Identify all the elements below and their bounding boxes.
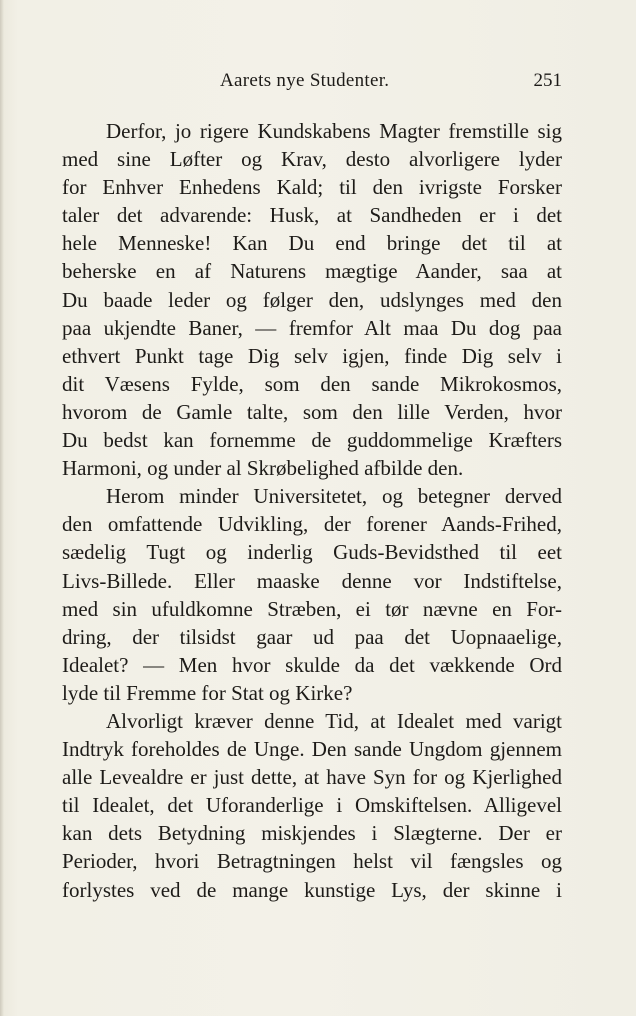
text-line: Perioder, hvori Betragtningen helst vil fængsles og xyxy=(62,849,562,874)
text-line: Indtryk foreholdes de Unge. Den sande Ungdom gjennem xyxy=(62,737,562,762)
page-header xyxy=(62,70,562,96)
text-line: hele Menneske! Kan Du end bringe det til at xyxy=(62,231,562,256)
text-line: Harmoni, og under al Skrøbelighed afbilde den. xyxy=(62,456,464,481)
text-line: kan dets Betydning miskjendes i Slægterne. Der er xyxy=(62,821,562,846)
running-title: Aarets nye Studenter. xyxy=(220,70,390,91)
text-line: ethvert Punkt tage Dig selv igjen, finde Dig selv i xyxy=(62,343,562,368)
text-line: til Idealet, det Uforanderlige i Omskiftelsen. Alligevel xyxy=(62,793,562,818)
text-line: for Enhver Enhedens Kald; til den ivrigste Forsker xyxy=(62,175,562,200)
text-line: Livs-Billede. Eller maaske denne vor Indstiftelse, xyxy=(62,568,562,593)
text-line: alle Levealdre er just dette, at have Syn for og Kjerlighed xyxy=(62,765,562,790)
text-line: Alvorligt kræver denne Tid, at Idealet med varigt xyxy=(106,708,562,733)
body-text xyxy=(62,117,562,904)
text-line: hvorom de Gamle talte, som den lille Verden, hvor xyxy=(62,399,562,424)
text-line: forlystes ved de mange kunstige Lys, der skinne i xyxy=(62,877,562,902)
text-line: beherske en af Naturens mægtige Aander, saa at xyxy=(62,259,562,284)
text-line: Du baade leder og følger den, udslynges med den xyxy=(62,287,562,312)
text-line: Derfor, jo rigere Kundskabens Magter fremstille sig xyxy=(106,119,562,143)
text-line: paa ukjendte Baner, — fremfor Alt maa Du dog paa xyxy=(62,315,562,340)
text-line: Du bedst kan fornemme de guddommelige Kræfters xyxy=(62,428,562,453)
text-line: Herom minder Universitetet, og betegner derved xyxy=(106,484,562,509)
text-line: den omfattende Udvikling, der forener Aands-Frihed, xyxy=(62,512,562,537)
text-line: taler det advarende: Husk, at Sandheden er i det xyxy=(62,203,562,228)
text-line: med sine Løfter og Krav, desto alvorligere lyder xyxy=(62,147,562,172)
text-line: med sin ufuldkomne Stræben, ei tør nævne en For- xyxy=(62,596,562,621)
text-line: dit Væsens Fylde, som den sande Mikrokosmos, xyxy=(62,371,562,396)
text-line: dring, der tilsidst gaar ud paa det Uopnaaelige, xyxy=(62,624,562,649)
text-line: sædelig Tugt og inderlig Guds-Bevidsthed til eet xyxy=(62,540,562,565)
page-number: 251 xyxy=(533,70,562,91)
text-line: Idealet? — Men hvor skulde da det vækkende Ord xyxy=(62,652,562,677)
text-line: lyde til Fremme for Stat og Kirke? xyxy=(62,680,353,705)
page-edge-shadow xyxy=(0,0,4,1016)
